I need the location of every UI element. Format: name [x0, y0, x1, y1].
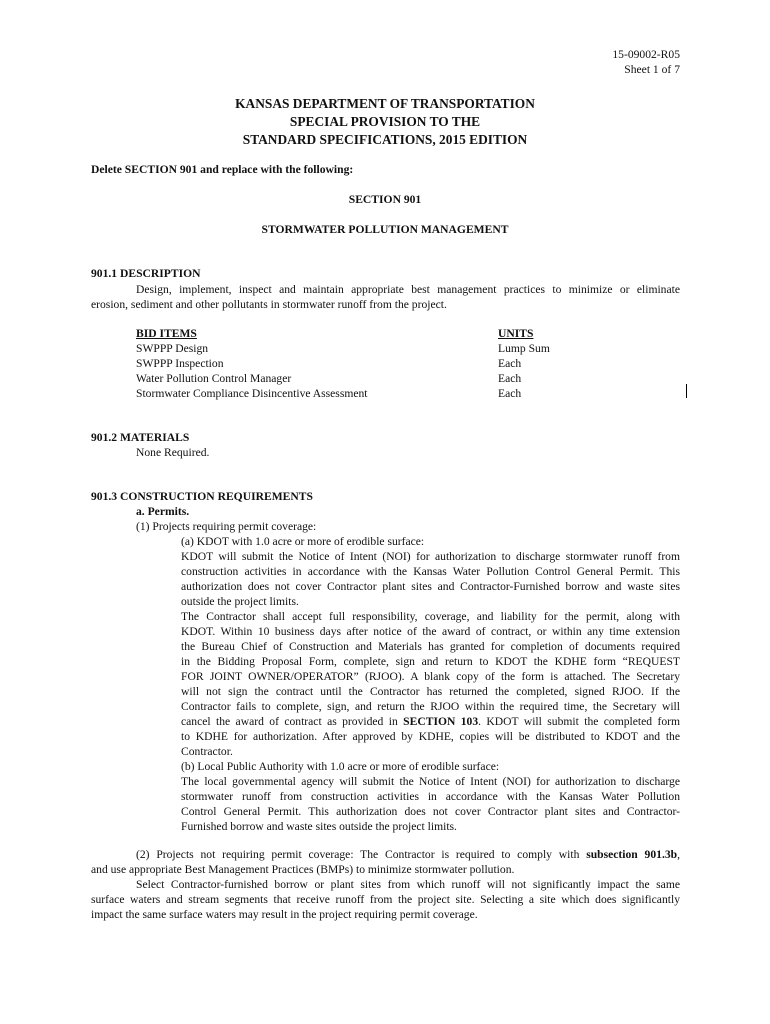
title-line-2: SPECIAL PROVISION TO THE [289, 114, 481, 129]
paragraph-line: stormwater runoff from construction activities in accordance with the Kansas Water Pollution [181, 790, 680, 803]
paragraph-line: FOR JOINT OWNER/OPERATOR” (RJOO). A blank copy of the form is attached. The Secretary [181, 670, 680, 683]
paragraph-line: to KDHE for authorization. After approved by KDHE, copies will be distributed to KDOT and the [181, 730, 680, 743]
paragraph-line: Select Contractor-furnished borrow or plant sites from which runoff will not significantly impact the same [136, 878, 680, 891]
paragraph-line: The Contractor shall accept full responsibility, coverage, and liability for the permit, along with [181, 610, 680, 623]
materials-text: None Required. [136, 446, 210, 459]
subsection-reference: subsection 901.3b [586, 848, 678, 861]
section-title: STORMWATER POLLUTION MANAGEMENT [261, 223, 509, 236]
paragraph-line: in the Bidding Proposal Form, complete, sign and return to KDOT the KDHE form “REQUEST [181, 655, 680, 668]
section-number: SECTION 901 [348, 193, 422, 206]
revision-bar [686, 384, 687, 398]
paragraph-line: Contractor. [181, 745, 233, 758]
sheet-number: Sheet 1 of 7 [624, 63, 680, 76]
construction-heading: 901.3 CONSTRUCTION REQUIREMENTS [91, 490, 313, 503]
bid-items-header: BID ITEMS [136, 327, 197, 340]
bid-unit: Each [498, 357, 522, 370]
section-reference: SECTION 103 [403, 715, 479, 728]
units-header: UNITS [498, 327, 534, 340]
paragraph-line: will not sign the contract until the Contractor has returned the completed, signed RJOO. If the [181, 685, 680, 698]
text-run: . KDOT will submit the completed form [478, 715, 681, 728]
title-line-3: STANDARD SPECIFICATIONS, 2015 EDITION [242, 132, 528, 147]
bid-item: SWPPP Design [136, 342, 209, 355]
bid-item: SWPPP Inspection [136, 357, 224, 370]
paragraph-line: Contractor fails to complete, sign, and return the RJOO within the required time, the Secretary will [181, 700, 680, 713]
paragraph-line: impact the same surface waters may result in the project requiring permit coverage. [91, 908, 478, 921]
list-item: (1) Projects requiring permit coverage: [136, 520, 317, 533]
permits-subheading: a. Permits. [136, 505, 190, 518]
paragraph-line: Control General Permit. This authorization does not cover Contractor plant sites and Contractor- [181, 805, 680, 818]
paragraph-line: construction activities in accordance with the Kansas Water Pollution Control General Permit. This [181, 565, 680, 578]
bid-unit: Lump Sum [498, 342, 550, 355]
bid-item: Stormwater Compliance Disincentive Assessment [136, 387, 368, 400]
bid-unit: Each [498, 387, 522, 400]
list-item: (a) KDOT with 1.0 acre or more of erodible surface: [181, 535, 425, 548]
description-heading: 901.1 DESCRIPTION [91, 267, 201, 280]
paragraph-line: Furnished borrow and waste sites outside the project limits. [181, 820, 457, 833]
paragraph-line: authorization does not cover Contractor plant sites and Contractor-Furnished borrow and waste sites [181, 580, 680, 593]
bid-unit: Each [498, 372, 522, 385]
paragraph-line: and use appropriate Best Management Practices (BMPs) to minimize stormwater pollution. [91, 863, 515, 876]
delete-instruction: Delete SECTION 901 and replace with the following: [91, 163, 354, 176]
text-run: cancel the award of contract as provided in [181, 715, 404, 728]
paragraph-line: KDOT will submit the Notice of Intent (NOI) for authorization to discharge stormwater runoff from [181, 550, 680, 563]
paragraph-line [181, 714, 680, 729]
title-line-1: KANSAS DEPARTMENT OF TRANSPORTATION [235, 96, 535, 111]
paragraph-line [136, 847, 680, 862]
paragraph-line: surface waters and stream segments that receive runoff from the project site. Selecting a site which does significantly [91, 893, 680, 906]
document-number: 15-09002-R05 [612, 48, 680, 61]
paragraph-line: The local governmental agency will submit the Notice of Intent (NOI) for authorization to discharge [181, 775, 680, 788]
text-run: (2) Projects not requiring permit coverage: The Contractor is required to comply with [136, 848, 587, 861]
description-line: Design, implement, inspect and maintain appropriate best management practices to minimize or eliminate [136, 283, 680, 296]
text-run: , [677, 848, 680, 861]
paragraph-line: KDOT. Within 10 business days after notice of the award of contract, or within any time extension [181, 625, 680, 638]
paragraph-line: the Bureau Chief of Construction and Materials has granted for completion of documents required [181, 640, 680, 653]
list-item: (b) Local Public Authority with 1.0 acre or more of erodible surface: [181, 760, 500, 773]
paragraph-line: outside the project limits. [181, 595, 299, 608]
bid-item: Water Pollution Control Manager [136, 372, 292, 385]
description-line: erosion, sediment and other pollutants in stormwater runoff from the project. [91, 298, 447, 311]
materials-heading: 901.2 MATERIALS [91, 431, 190, 444]
